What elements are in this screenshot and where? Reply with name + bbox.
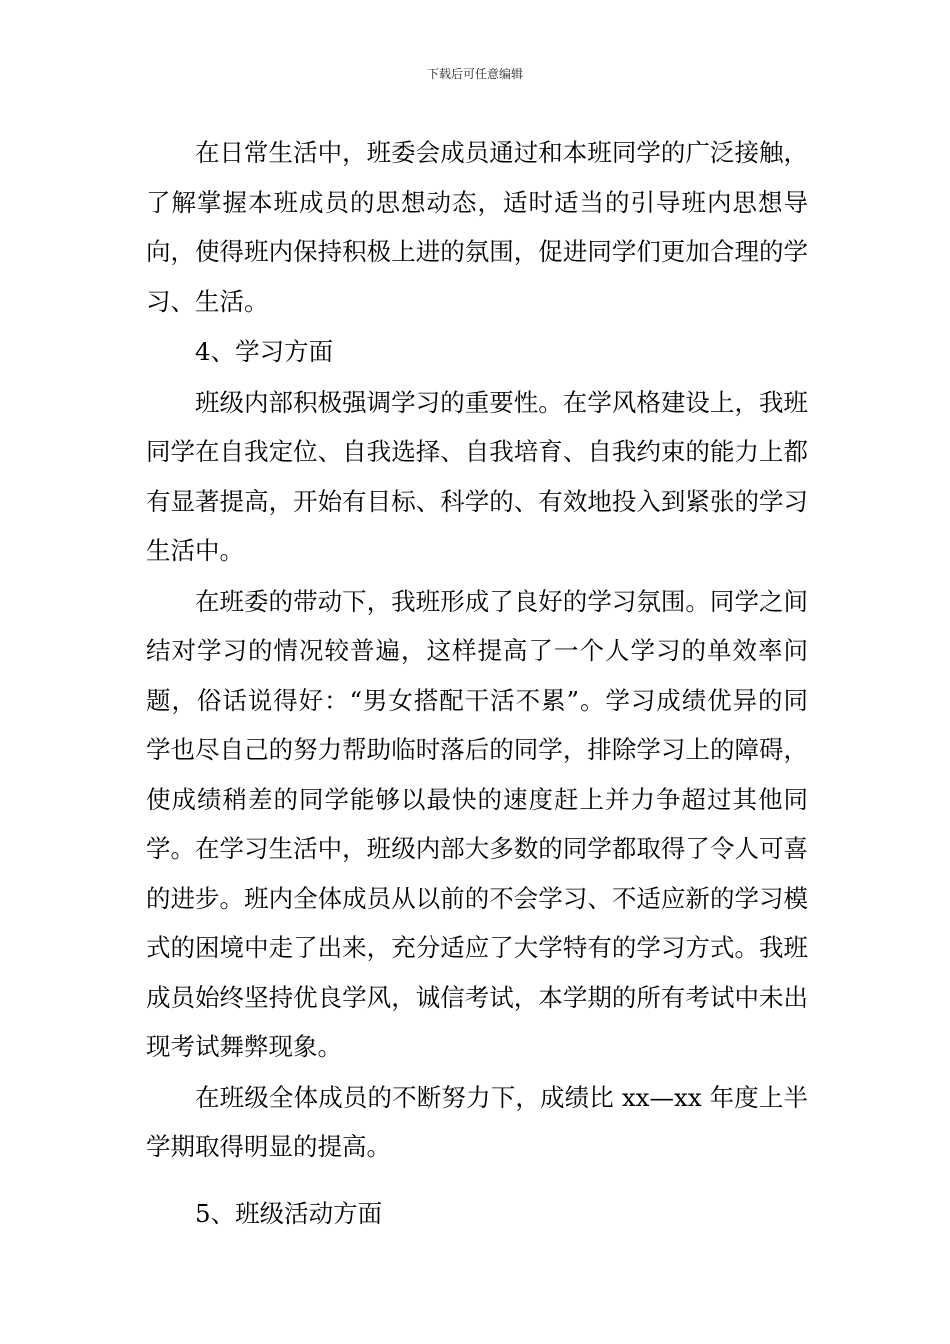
- paragraph-daily-life: 在日常生活中，班委会成员通过和本班同学的广泛接触，了解掌握本班成员的思想动态，适时适当的引导班内思想导向，使得班内保持积极上进的氛围，促进同学们更加合理的学习、生活。: [146, 138, 808, 316]
- paragraph-study-importance: 班级内部积极强调学习的重要性。在学风格建设上，我班同学在自我定位、自我选择、自我培育、自我约束的能力上都有显著提高，开始有目标、科学的、有效地投入到紧张的学习生活中。: [146, 387, 808, 565]
- paragraph-grade-improvement: 在班级全体成员的不断努力下，成绩比 xx—xx 年度上半学期取得明显的提高。: [146, 1082, 808, 1161]
- document-body: [146, 128, 808, 1238]
- section-heading-study: 4、学习方面: [195, 337, 334, 366]
- paragraph-study-atmosphere: 在班委的带动下，我班形成了良好的学习氛围。同学之间结对学习的情况较普遍，这样提高了一个人学习的单效率问题，俗话说得好：“男女搭配干活不累”。学习成绩优异的同学也尽自己的努力帮助临时落后的同学，排除学习上的障碍，使成绩稍差的同学能够以最快的速度赶上并力争超过其他同学。在学习生活中，班级内部大多数的同学都取得了令人可喜的进步。班内全体成员从以前的不会学习、不适应新的学习模式的困境中走了出来，充分适应了大学特有的学习方式。我班成员始终坚持优良学风，诚信考试，本学期的所有考试中未出现考试舞弊现象。: [146, 586, 808, 1061]
- page-header: 下载后可任意编辑: [426, 67, 523, 81]
- section-heading-activities: 5、班级活动方面: [195, 1198, 383, 1228]
